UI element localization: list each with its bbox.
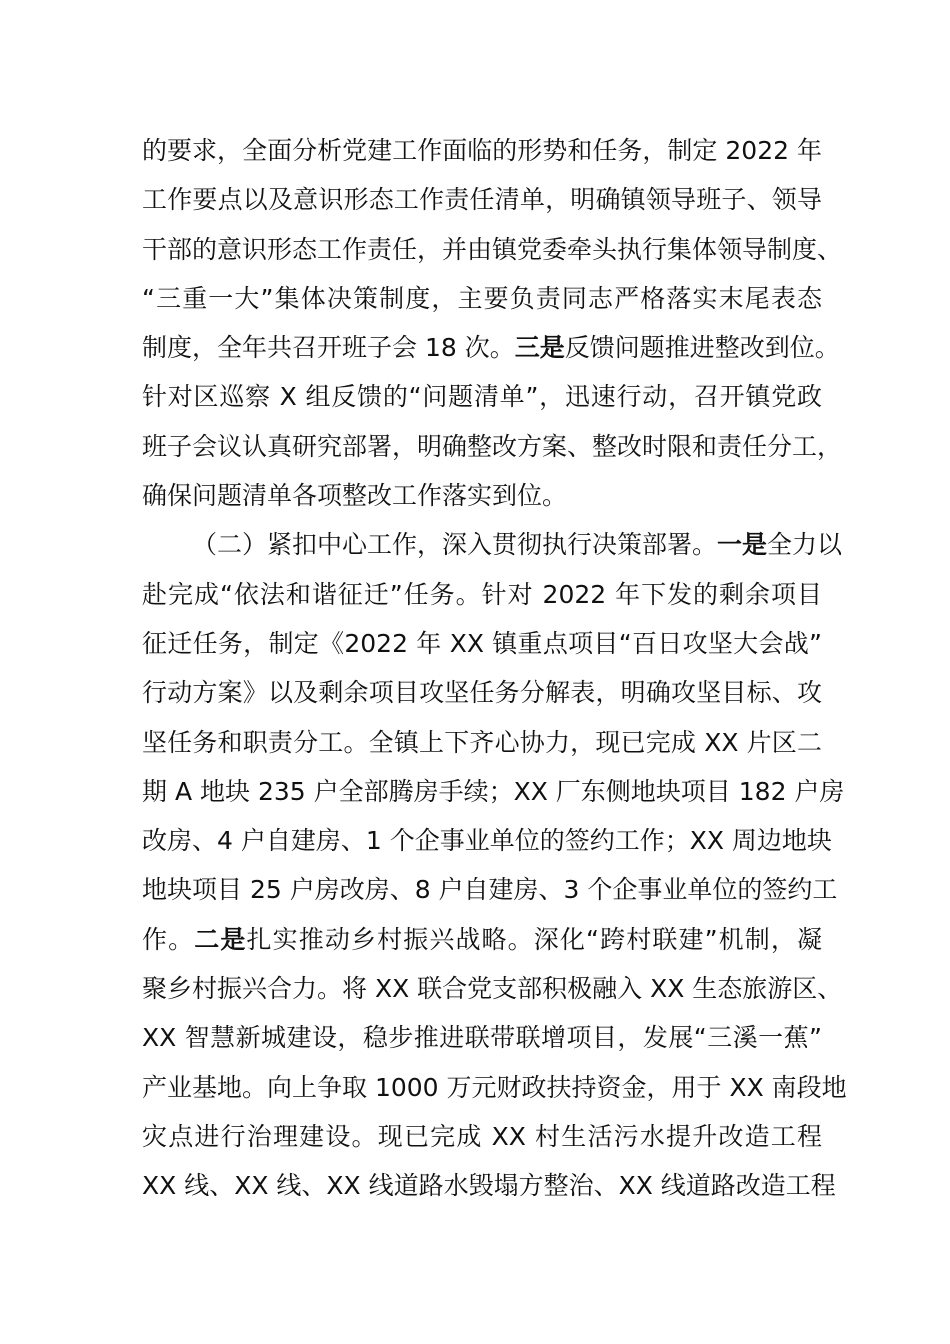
text-line: XX 线、XX 线、XX 线道路水毁塌方整治、XX 线道路改造工程: [142, 1171, 836, 1201]
section-heading: （二）紧扣中心工作，深入贯彻执行决策部署。: [192, 530, 718, 560]
text-line: XX 智慧新城建设，稳步推进联带联增项目，发展“三溪一蕉”: [142, 1023, 822, 1053]
text-line: 聚乡村振兴合力。将 XX 联合党支部积极融入 XX 生态旅游区、: [142, 974, 843, 1004]
text-line: 的要求，全面分析党建工作面临的形势和任务，制定 2022 年: [142, 136, 822, 165]
text-line: 针对区巡察 X 组反馈的“问题清单”，迅速行动，召开镇党政: [142, 382, 822, 412]
text-run: 制度，全年共召开班子会 18 次。: [142, 333, 515, 363]
text-line: 行动方案》以及剩余项目攻坚任务分解表，明确攻坚目标、攻: [142, 678, 822, 708]
text-run: 反馈问题推进整改到位。: [564, 333, 840, 363]
text-line: 干部的意识形态工作责任，并由镇党委牵头执行集体领导制度、: [142, 234, 843, 264]
bold-lead: 二是: [194, 924, 247, 954]
text-run: 作。: [142, 924, 195, 954]
body-text: [142, 126, 847, 1211]
text-line: 坚任务和职责分工。全镇上下齐心协力，现已完成 XX 片区二: [142, 727, 822, 757]
text-line: 工作要点以及意识形态工作责任清单，明确镇领导班子、领导: [142, 185, 822, 215]
text-line: 灾点进行治理建设。现已完成 XX 村生活污水提升改造工程: [142, 1121, 822, 1151]
text-line: 征迁任务，制定《2022 年 XX 镇重点项目“百日攻坚大会战”: [142, 628, 822, 658]
section-heading-line: [142, 520, 843, 569]
text-line: [142, 323, 840, 372]
text-line: 产业基地。向上争取 1000 万元财政扶持资金，用于 XX 南段地: [142, 1072, 847, 1102]
text-line: 地块项目 25 户房改房、8 户自建房、3 个企事业单位的签约工: [142, 875, 838, 905]
text-run: 全力以: [767, 530, 843, 560]
bold-lead: 三是: [514, 333, 565, 363]
bold-lead: 一是: [717, 530, 768, 560]
text-line: “三重一大”集体决策制度，主要负责同志严格落实末尾表态: [142, 283, 822, 313]
text-line: 班子会议认真研究部署，明确整改方案、整改时限和责任分工，: [142, 431, 843, 461]
text-line: [142, 915, 822, 964]
text-line: 期 A 地块 235 户全部腾房手续；XX 厂东侧地块项目 182 户房: [142, 776, 845, 806]
text-line: 改房、4 户自建房、1 个企事业单位的签约工作；XX 周边地块: [142, 826, 832, 856]
text-run: 扎实推动乡村振兴战略。深化“跨村联建”机制，凝: [246, 924, 822, 954]
text-line: 确保问题清单各项整改工作落实到位。: [142, 481, 568, 511]
text-line: 赴完成“依法和谐征迁”任务。针对 2022 年下发的剩余项目: [142, 579, 822, 609]
